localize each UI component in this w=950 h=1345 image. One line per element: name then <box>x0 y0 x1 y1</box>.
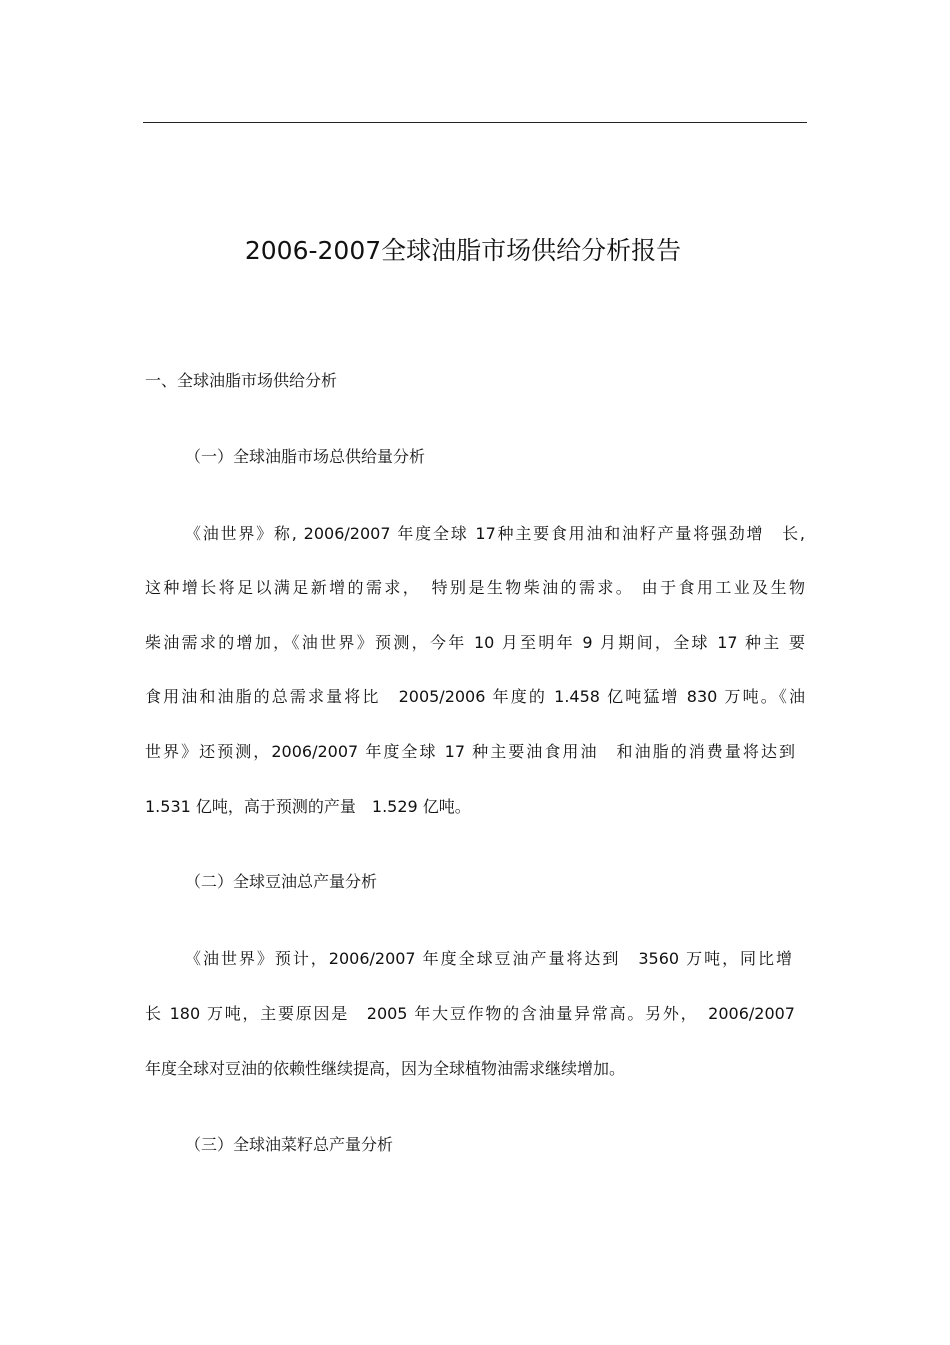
document-title: 2006-2007全球油脂市场供给分析报告 <box>244 236 682 265</box>
paragraph-line: 这种增长将足以满足新增的需求， 特别是生物柴油的需求。 由于食用工业及生物 <box>145 578 805 597</box>
subsection-heading-2: （二）全球豆油总产量分析 <box>185 872 378 891</box>
paragraph-line: 1.531 亿吨，高于预测的产量 1.529 亿吨。 <box>145 797 471 816</box>
paragraph-line: 食用油和油脂的总需求量将比 2005/2006 年度的 1.458 亿吨猛增 830 万吨。《油 <box>145 687 805 706</box>
paragraph-line: 世界》还预测，2006/2007 年度全球 17 种主要油食用油 和油脂的消费量将达到 <box>145 742 795 761</box>
paragraph-line: 柴油需求的增加，《油世界》预测，今年 10 月至明年 9 月期间，全球 17 种主 要 <box>145 633 805 652</box>
paragraph-line: 年度全球对豆油的依赖性继续提高，因为全球植物油需求继续增加。 <box>145 1059 626 1078</box>
subsection-heading-3: （三）全球油菜籽总产量分析 <box>185 1135 394 1154</box>
subsection-heading-1: （一）全球油脂市场总供给量分析 <box>185 447 426 466</box>
paragraph-line: 《油世界》预计，2006/2007 年度全球豆油产量将达到 3560 万吨，同比增 <box>185 949 792 968</box>
paragraph-line: 长 180 万吨，主要原因是 2005 年大豆作物的含油量异常高。另外， 2006/2007 <box>145 1004 795 1023</box>
paragraph-line: 《油世界》称, 2006/2007 年度全球 17种主要食用油和油籽产量将强劲增 长, <box>185 524 805 543</box>
top-rule <box>143 122 807 123</box>
section-heading-1: 一、全球油脂市场供给分析 <box>145 371 338 390</box>
